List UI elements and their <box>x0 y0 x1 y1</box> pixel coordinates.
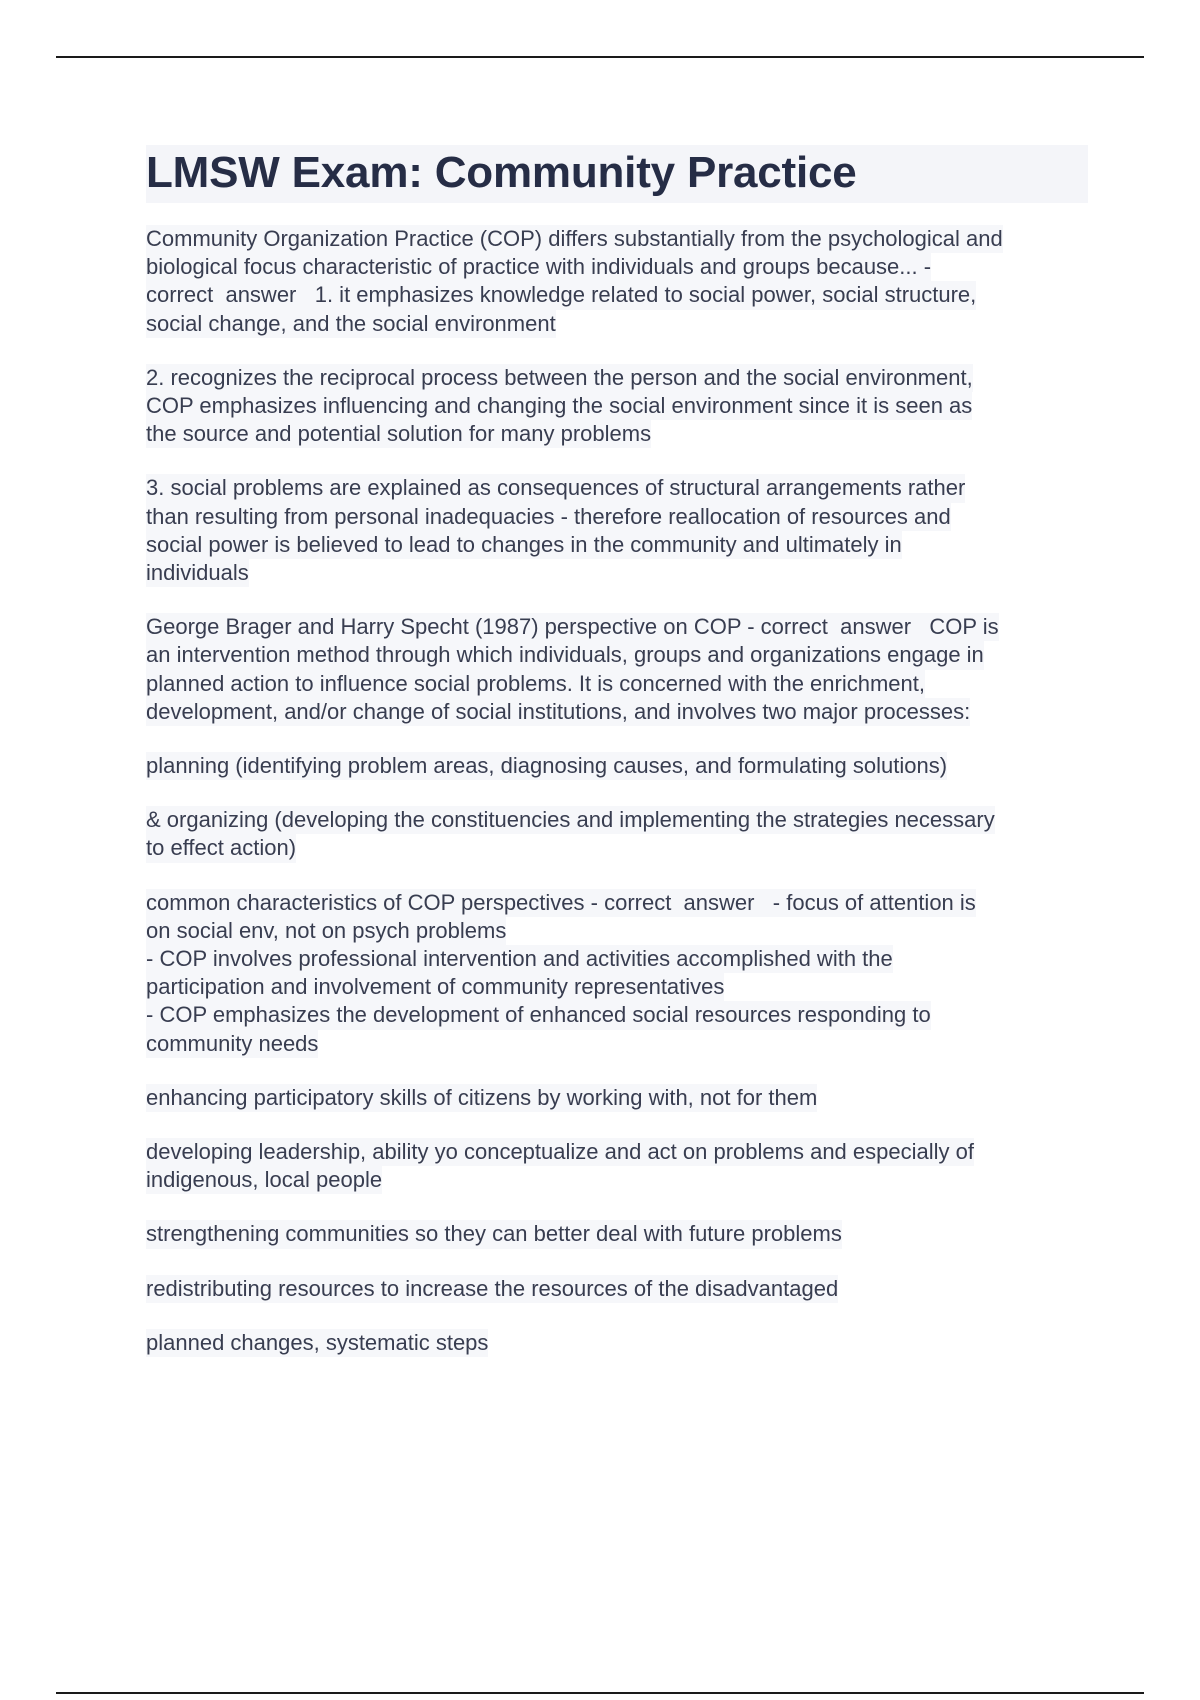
paragraph-list <box>146 225 1088 1357</box>
text-line: indigenous, local people <box>146 1166 382 1194</box>
text-line: than resulting from personal inadequacies - therefore reallocation of resources and <box>146 503 951 531</box>
text-line: to effect action) <box>146 834 296 862</box>
text-line: & organizing (developing the constituencies and implementing the strategies necessary <box>146 806 995 834</box>
text-line: biological focus characteristic of practice with individuals and groups because... - <box>146 253 931 281</box>
paragraph <box>146 225 1088 338</box>
text-line: strengthening communities so they can better deal with future problems <box>146 1220 842 1248</box>
bottom-rule <box>56 1692 1144 1694</box>
text-line: planning (identifying problem areas, diagnosing causes, and formulating solutions) <box>146 752 947 780</box>
document-body <box>146 145 1088 1383</box>
text-line: correct answer 1. it emphasizes knowledge related to social power, social structure, <box>146 281 976 309</box>
paragraph <box>146 1275 1088 1303</box>
paragraph <box>146 889 1088 1058</box>
text-line: individuals <box>146 559 249 587</box>
paragraph <box>146 806 1088 862</box>
text-line: participation and involvement of community representatives <box>146 973 724 1001</box>
text-line: - COP involves professional intervention and activities accomplished with the <box>146 945 893 973</box>
title-band <box>146 145 1088 203</box>
text-line: common characteristics of COP perspectives - correct answer - focus of attention is <box>146 889 976 917</box>
paragraph <box>146 364 1088 449</box>
text-line: COP emphasizes influencing and changing the social environment since it is seen as <box>146 392 972 420</box>
text-line: an intervention method through which individuals, groups and organizations engage in <box>146 641 984 669</box>
paragraph <box>146 752 1088 780</box>
text-line: 2. recognizes the reciprocal process between the person and the social environment, <box>146 364 973 392</box>
text-line: enhancing participatory skills of citizens by working with, not for them <box>146 1084 817 1112</box>
text-line: redistributing resources to increase the resources of the disadvantaged <box>146 1275 838 1303</box>
paragraph <box>146 613 1088 726</box>
text-line: developing leadership, ability yo conceptualize and act on problems and especially of <box>146 1138 974 1166</box>
text-line: planned action to influence social problems. It is concerned with the enrichment, <box>146 670 925 698</box>
text-line: community needs <box>146 1030 318 1058</box>
text-line: social change, and the social environment <box>146 310 556 338</box>
text-line: the source and potential solution for many problems <box>146 420 651 448</box>
top-rule <box>56 56 1144 58</box>
text-line: on social env, not on psych problems <box>146 917 506 945</box>
text-line: development, and/or change of social institutions, and involves two major processes: <box>146 698 970 726</box>
paragraph <box>146 1220 1088 1248</box>
page-title: LMSW Exam: Community Practice <box>146 148 857 197</box>
text-line: - COP emphasizes the development of enhanced social resources responding to <box>146 1001 931 1029</box>
paragraph <box>146 1329 1088 1357</box>
text-line: Community Organization Practice (COP) differs substantially from the psychological and <box>146 225 1003 253</box>
text-line: 3. social problems are explained as consequences of structural arrangements rather <box>146 474 965 502</box>
paragraph <box>146 1138 1088 1194</box>
paragraph <box>146 474 1088 587</box>
text-line: George Brager and Harry Specht (1987) perspective on COP - correct answer COP is <box>146 613 999 641</box>
paragraph <box>146 1084 1088 1112</box>
text-line: social power is believed to lead to changes in the community and ultimately in <box>146 531 902 559</box>
text-line: planned changes, systematic steps <box>146 1329 488 1357</box>
